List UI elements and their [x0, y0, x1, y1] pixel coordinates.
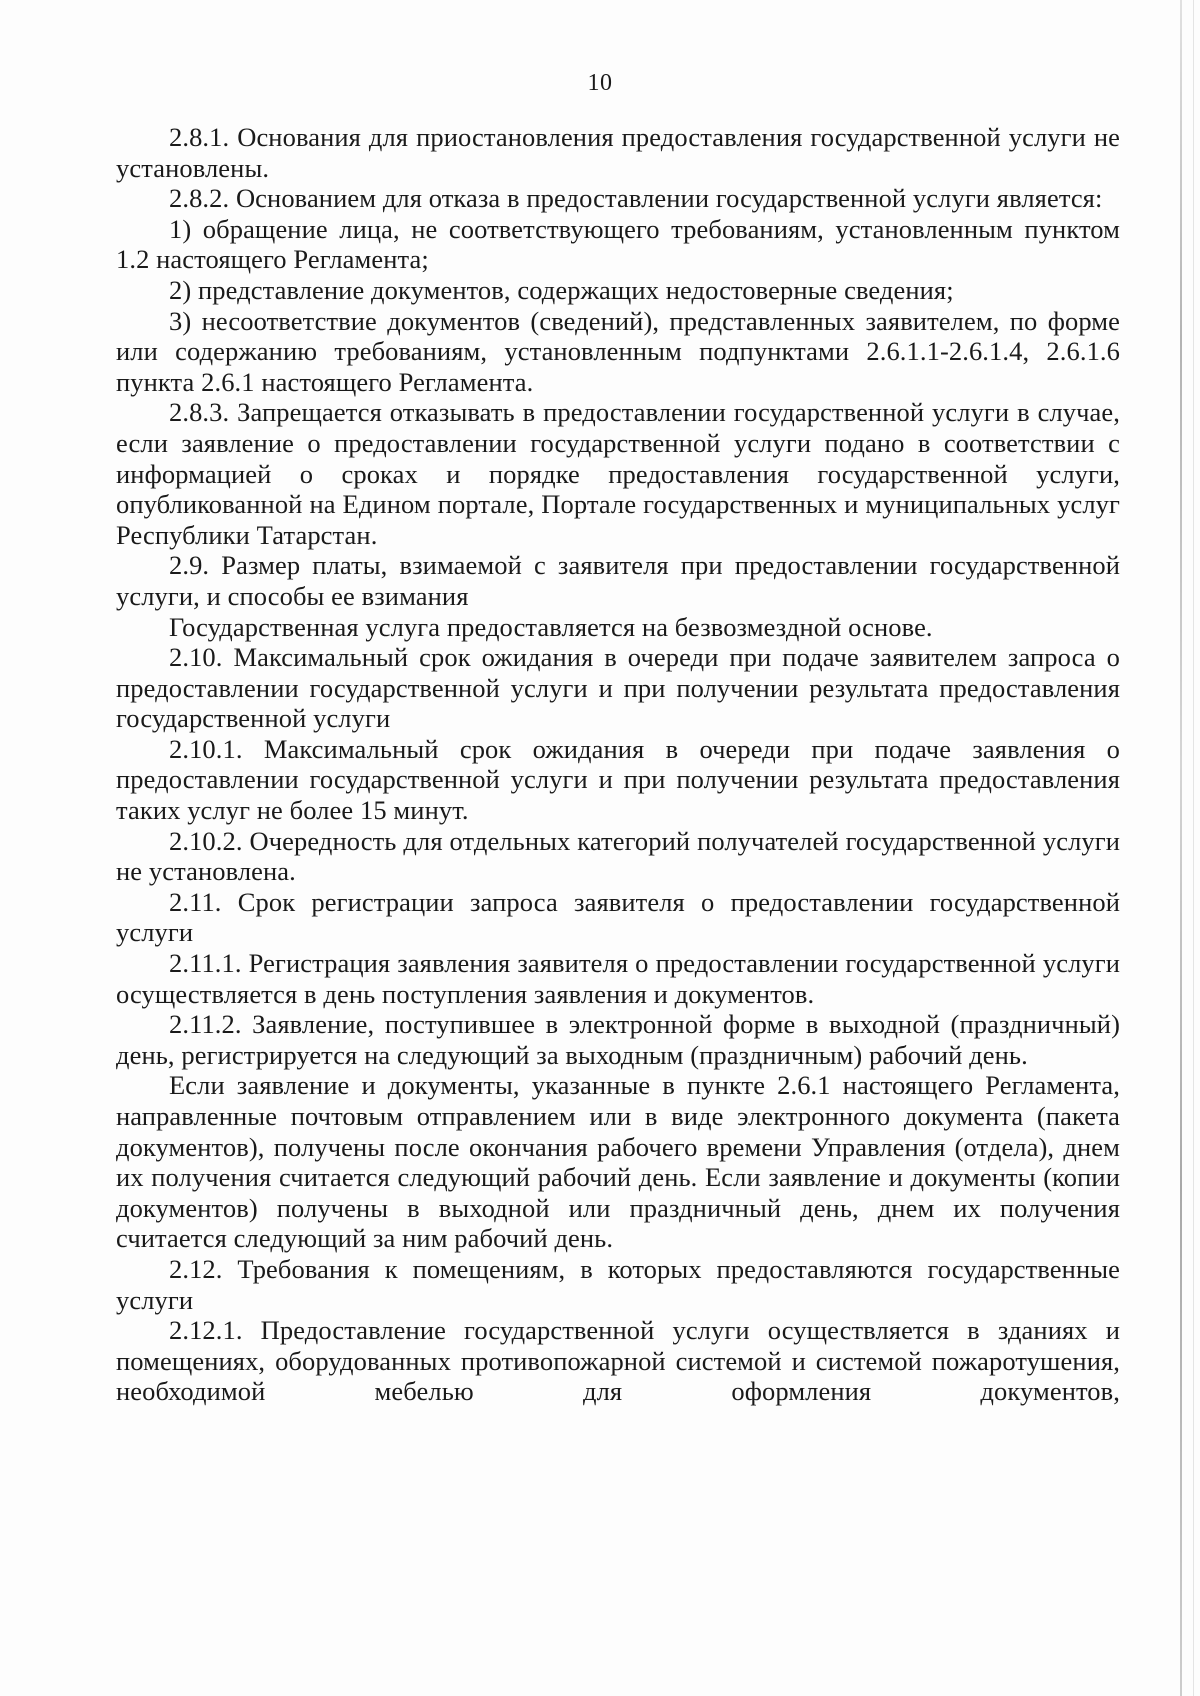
list-item-2: 2) представление документов, содержащих недостоверные сведения; — [169, 274, 954, 305]
page-number: 10 — [587, 70, 613, 96]
heading-2-10: 2.10. Максимальный срок ожидания в очереди при подаче заявителем запроса о предоставлении государственной услуги и при получении результата предоставления государственной услуги — [116, 642, 1120, 734]
paragraph-2-11-2: 2.11.2. Заявление, поступившее в электронной форме в выходной (праздничный) день, регистрируется на следующий за выходным (праздничным) рабочий день. — [116, 1009, 1120, 1070]
heading-2-11: 2.11. Срок регистрации запроса заявителя о предоставлении государственной услуги — [116, 886, 1120, 948]
paragraph-free-of-charge: Государственная услуга предоставляется на безвозмездной основе. — [169, 611, 933, 642]
paragraph-2-10-1: 2.10.1. Максимальный срок ожидания в очереди при подаче заявления о предоставлении государственной услуги и при получении результата предоставления таких услуг не более 15 минут. — [116, 733, 1120, 826]
paragraph-2-10-2: 2.10.2. Очередность для отдельных категорий получателей государственной услуги не установлена. — [116, 825, 1120, 887]
paragraph-2-8-1: 2.8.1. Основания для приостановления предоставления государственной услуги не установлены. — [116, 122, 1120, 183]
heading-2-9: 2.9. Размер платы, взимаемой с заявителя при предоставлении государственной услуги, и способы ее взимания — [116, 550, 1120, 611]
document-body — [116, 122, 1120, 1407]
list-item-1: 1) обращение лица, не соответствующего требованиям, установленным пунктом 1.2 настоящего Регламента; — [116, 213, 1120, 275]
list-item-3: 3) несоответствие документов (сведений), представленных заявителем, по форме или содержанию требованиям, установленным подпунктами 2.6.1.1-2.6.1.4, 2.6.1.6 пункта 2.6.1 настоящего Регламента. — [116, 305, 1120, 397]
paragraph-2-11-1: 2.11.1. Регистрация заявления заявителя о предоставлении государственной услуги осуществляется в день поступления заявления и документов. — [116, 948, 1120, 1009]
paragraph-2-8-3: 2.8.3. Запрещается отказывать в предоставлении государственной услуги в случае, если заявление о предоставлении государственной услуги подано в соответствии с информацией о сроках и порядке предоставления государственной услуги, опубликованной на Едином портале, Портале государственных и муниципальных услуг Республики Татарстан. — [116, 397, 1120, 550]
heading-2-12: 2.12. Требования к помещениям, в которых предоставляются государственные услуги — [116, 1253, 1120, 1315]
paragraph-2-12-1: 2.12.1. Предоставление государственной услуги осуществляется в зданиях и помещениях, оборудованных противопожарной системой и системой пожаротушения, необходимой мебелью для оформления документов, — [116, 1315, 1120, 1407]
scan-edge-line — [1193, 0, 1194, 1696]
scan-edge-shadow — [1180, 0, 1182, 1696]
paragraph-2-8-2: 2.8.2. Основанием для отказа в предоставлении государственной услуги является: — [169, 183, 1103, 214]
paragraph-registration-details: Если заявление и документы, указанные в пункте 2.6.1 настоящего Регламента, направленные почтовым отправлением или в виде электронного документа (пакета документов), получены после окончания рабочего времени Управления (отдела), днем их получения считается следующий рабочий день. Если заявление и документы (копии документов) получены в выходной или праздничный день, днем их получения считается следующий за ним рабочий день. — [116, 1070, 1120, 1254]
